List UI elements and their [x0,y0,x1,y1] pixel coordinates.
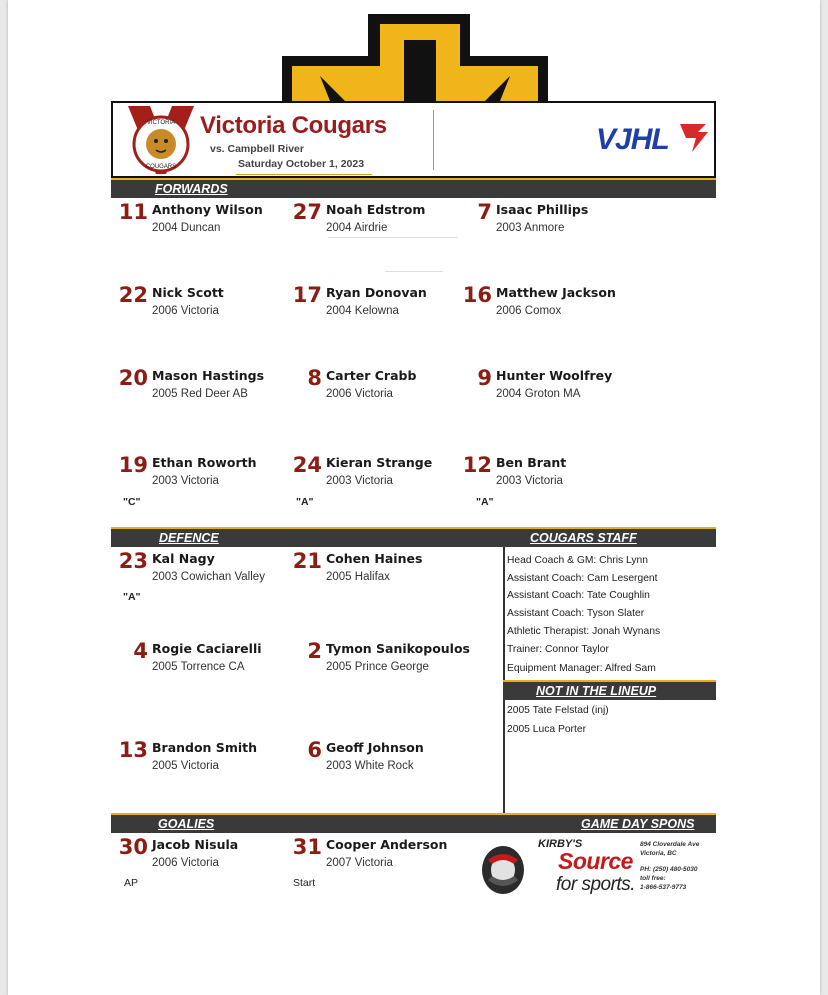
player-info: 2005 Torrence CA [152,661,245,673]
player-number: 21 [292,549,322,573]
player-info: 2004 Kelowna [326,305,399,317]
player-number: 12 [462,453,492,477]
player-name: Hunter Woolfrey [496,368,613,383]
player-info: 2003 Anmore [496,222,565,234]
player-info: 2005 Prince George [326,661,429,673]
player-number: 27 [292,200,322,224]
player-name: Mason Hastings [152,368,265,383]
sponsor-address [640,840,718,858]
sponsors-heading: GAME DAY SPONS [581,817,695,831]
player-name: Ben Brant [496,455,567,470]
faint-rule [328,237,458,238]
logo-text-bottom: COUGARS [145,164,177,170]
logo-text-top: VICTORIA [146,120,176,126]
player-info: 2004 Duncan [152,222,221,234]
player-info: 2004 Airdrie [326,222,388,234]
header-divider [433,110,434,170]
player-number: 31 [292,835,322,859]
player-info: 2006 Victoria [152,857,219,869]
sponsor-for-sports: for sports. [556,874,635,895]
player-info: 2003 Victoria [326,475,393,487]
forwards-heading: FORWARDS [155,182,228,196]
player-name: Geoff Johnson [326,740,424,755]
player-name: Isaac Phillips [496,202,589,217]
player-number: 23 [118,549,148,573]
forwards-bar [111,178,716,198]
player-number: 20 [118,366,148,390]
player-number: 30 [118,835,148,859]
player-info: 2005 Victoria [152,760,219,772]
player-name: Anthony Wilson [152,202,263,217]
sponsor-phone-line: PH: (250) 480-5030 [640,866,698,873]
not-in-lineup-bar [503,680,716,700]
player-info: 2003 Cowichan Valley [152,571,265,583]
league-logo-text: VJHL [596,123,669,156]
sponsor-ad [478,836,718,902]
team-emblem-large [280,14,550,106]
sponsor-kirbys: KIRBY'S [538,838,583,850]
assistant-tag: "A" [296,496,314,508]
player-number: 16 [462,283,492,307]
player-info: 2006 Victoria [326,388,393,400]
player-number: 19 [118,453,148,477]
player-number: 2 [307,639,322,663]
player-number: 22 [118,283,148,307]
player-info: 2003 White Rock [326,760,414,772]
team-name: Victoria Cougars [200,112,387,139]
assistant-tag: "A" [476,496,494,508]
player-name: Rogie Caciarelli [152,641,262,656]
staff-bar [503,527,716,547]
player-number: 9 [477,366,492,390]
player-info: 2003 Victoria [152,475,219,487]
player-name: Ryan Donovan [326,285,427,300]
sponsors-bar [503,813,716,833]
game-date: Saturday October 1, 2023 [238,158,365,170]
cougars-logo [126,104,196,176]
source-for-sports-icon [480,844,526,896]
player-info: 2005 Red Deer AB [152,388,248,400]
staff-member: Equipment Manager: Alfred Sam [507,663,656,674]
player-name: Cohen Haines [326,551,423,566]
player-number: 17 [292,283,322,307]
staff-member: Athletic Therapist: Jonah Wynans [507,626,661,637]
player-info: 2006 Victoria [152,305,219,317]
staff-member: Trainer: Connor Taylor [507,644,609,655]
defence-bar [111,527,503,547]
player-number: 4 [133,639,148,663]
player-info: 2007 Victoria [326,857,393,869]
sponsor-phone [640,865,718,892]
player-name: Kal Nagy [152,551,215,566]
player-name: Tymon Sanikopoulos [326,641,470,656]
goalies-heading: GOALIES [158,817,215,831]
goalies-bar [111,813,503,833]
staff-heading: COUGARS STAFF [530,531,637,545]
not-in-lineup-heading: NOT IN THE LINEUP [536,684,657,698]
vijhl-logo [594,118,710,156]
goalie-note: AP [124,877,139,889]
opponent: vs. Campbell River [210,143,304,155]
player-name: Nick Scott [152,285,224,300]
staff-member: Assistant Coach: Tate Coughlin [507,590,650,601]
sponsor-toll-free-label: toll free: [640,875,666,882]
player-name: Cooper Anderson [326,837,448,852]
staff-member: Assistant Coach: Cam Lesergent [507,573,658,584]
player-name: Ethan Roworth [152,455,257,470]
player-name: Brandon Smith [152,740,257,755]
player-info: 2006 Comox [496,305,562,317]
header-underline [236,174,372,175]
player-info: 2004 Groton MA [496,388,581,400]
goalie-note: Start [293,877,316,889]
player-name: Noah Edstrom [326,202,426,217]
staff-member: Assistant Coach: Tyson Slater [507,608,645,619]
scratched-player: 2005 Luca Porter [507,724,586,735]
staff-member: Head Coach & GM: Chris Lynn [507,555,648,566]
player-number: 13 [118,738,148,762]
sponsor-address-line: 894 Cloverdale Ave [640,841,700,848]
player-name: Carter Crabb [326,368,417,383]
sponsor-toll-free: 1-866-537-9773 [640,884,687,891]
player-info: 2003 Victoria [496,475,563,487]
player-name: Kieran Strange [326,455,433,470]
player-number: 8 [307,366,322,390]
player-name: Matthew Jackson [496,285,616,300]
player-number: 11 [118,200,148,224]
player-info: 2005 Halifax [326,571,390,583]
scratched-player: 2005 Tate Felstad (inj) [507,705,609,716]
player-number: 24 [292,453,322,477]
captain-tag: "C" [123,496,141,508]
player-name: Jacob Nisula [152,837,239,852]
faint-rule [385,271,443,272]
player-number: 7 [477,200,492,224]
player-number: 6 [307,738,322,762]
sponsor-address-line: Victoria, BC [640,850,677,857]
assistant-tag: "A" [123,591,141,603]
defence-heading: DEFENCE [159,531,219,545]
sponsor-source: Source [558,848,633,874]
